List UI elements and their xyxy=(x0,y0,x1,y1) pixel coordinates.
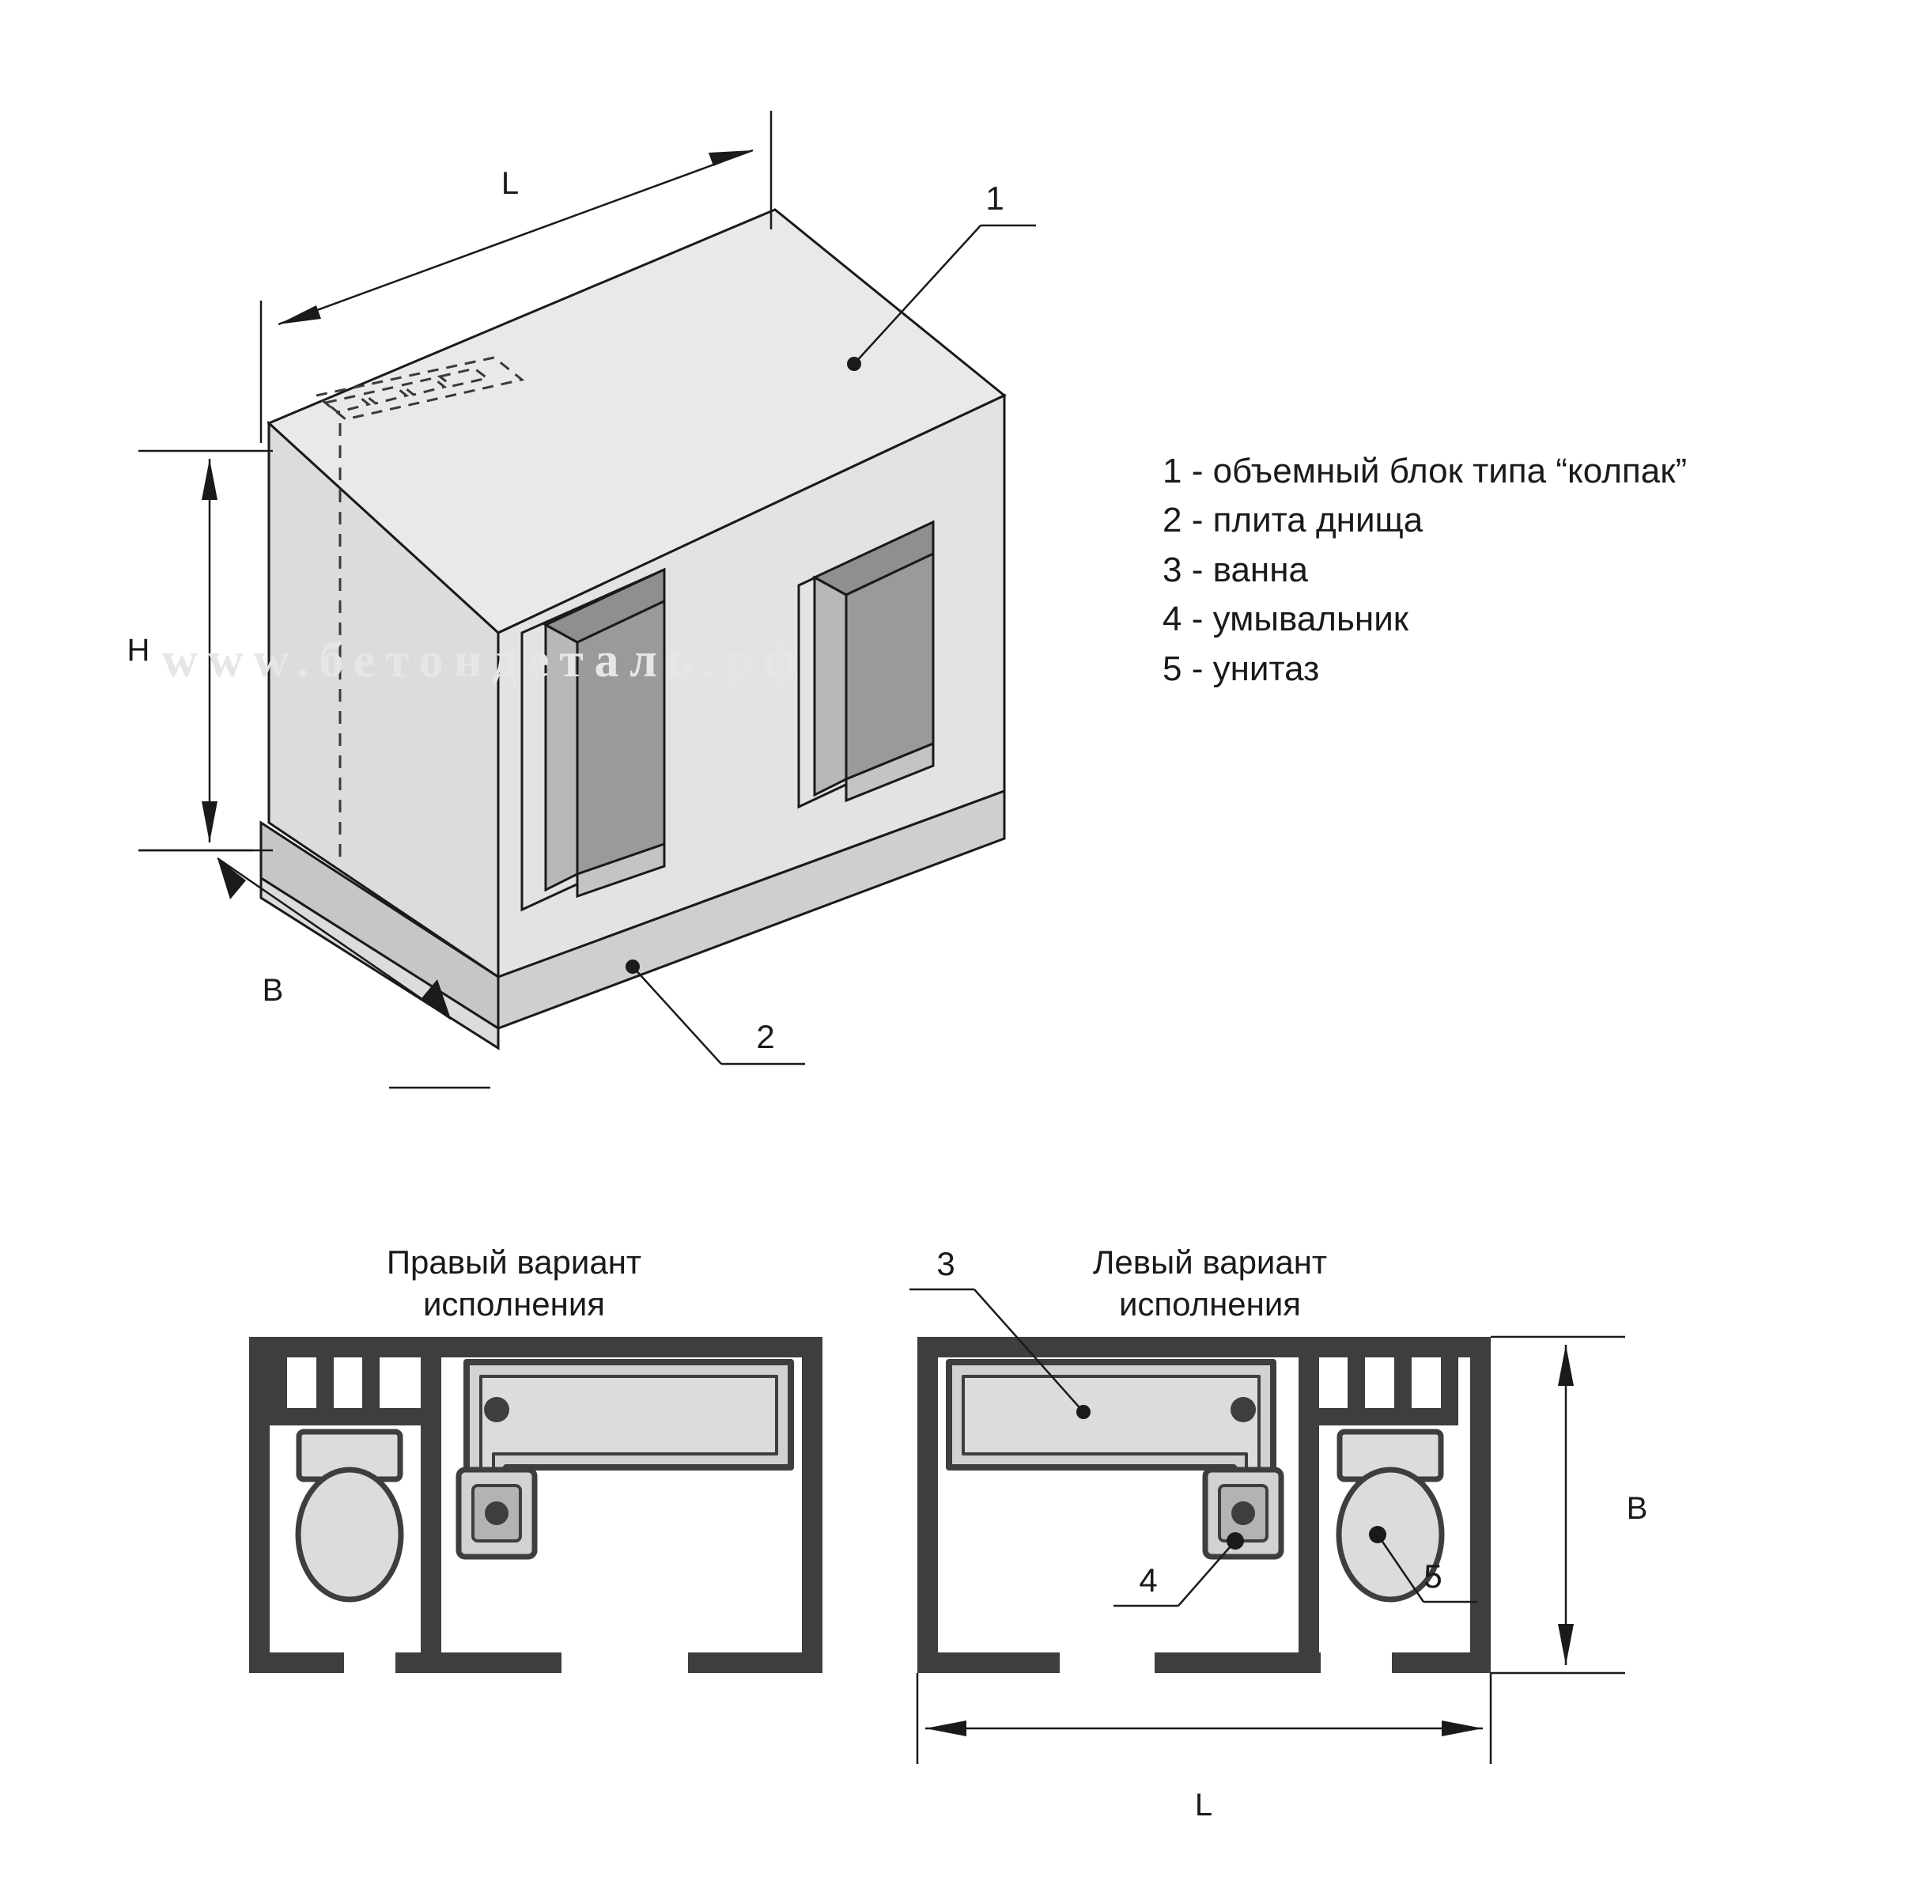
opening-right-reveal-side xyxy=(815,577,846,795)
arrow-planL-right xyxy=(1442,1720,1483,1736)
arrow-L-right xyxy=(709,150,753,166)
arrow-L-left xyxy=(278,305,321,324)
callout-4: 4 xyxy=(1139,1561,1158,1599)
bathtub-right-drain xyxy=(484,1397,509,1422)
callout-3: 3 xyxy=(936,1245,955,1282)
isometric-view xyxy=(127,111,1036,1088)
plan-right-title-line1: Правый вариант xyxy=(386,1243,642,1281)
plan-left-vent-niches xyxy=(1319,1357,1458,1425)
legend-item-1: 1 - объемный блок типа “колпак” xyxy=(1163,452,1688,490)
toilet-right-bowl xyxy=(298,1470,401,1599)
bathtub-left-drain xyxy=(1231,1397,1256,1422)
arrow-planB-top xyxy=(1558,1345,1574,1386)
site-watermark: www.бетондеталь.рф xyxy=(162,634,808,687)
dim-label-planL: L xyxy=(1194,1788,1213,1823)
legend-item-2: 2 - плита днища xyxy=(1163,501,1423,540)
arrow-planB-bottom xyxy=(1558,1624,1574,1665)
legend-item-4: 4 - умывальник xyxy=(1163,600,1409,639)
washbasin-right-drain xyxy=(485,1501,509,1525)
dim-label-planB: B xyxy=(1626,1491,1648,1526)
plan-right-title-line2: исполнения xyxy=(422,1285,606,1323)
plan-left-title-line2: исполнения xyxy=(1118,1285,1302,1323)
callout-2: 2 xyxy=(756,1018,775,1055)
arrow-H-bottom xyxy=(202,801,217,842)
arrow-planL-left xyxy=(925,1720,966,1736)
legend xyxy=(1163,447,1874,694)
legend-item-5: 5 - унитаз xyxy=(1163,649,1320,688)
leader-dot-5 xyxy=(1369,1526,1386,1543)
opening-right-inner xyxy=(846,554,933,779)
plan-left-title-line1: Левый вариант xyxy=(1092,1243,1328,1281)
callout-1: 1 xyxy=(985,180,1004,217)
leader-dot-3 xyxy=(1076,1405,1091,1419)
leader-line-2 xyxy=(633,967,721,1064)
dim-label-B: B xyxy=(262,973,284,1008)
arrow-B-top xyxy=(217,858,246,899)
plan-right-variant xyxy=(249,1337,822,1673)
leader-dot-1 xyxy=(847,357,861,371)
arrow-H-top xyxy=(202,459,217,500)
dim-label-L: L xyxy=(501,166,520,201)
plan-left-title xyxy=(1044,1242,1376,1325)
legend-item-3: 3 - ванна xyxy=(1163,550,1308,589)
plan-right-threshold xyxy=(344,1652,395,1673)
callout-5: 5 xyxy=(1423,1558,1442,1595)
plan-right-vent-niches xyxy=(270,1357,422,1425)
dim-label-H: H xyxy=(127,633,150,668)
washbasin-left-drain xyxy=(1231,1501,1255,1525)
leader-dot-4 xyxy=(1227,1532,1244,1550)
plan-right-title xyxy=(348,1242,680,1325)
leader-dot-2 xyxy=(626,960,640,974)
